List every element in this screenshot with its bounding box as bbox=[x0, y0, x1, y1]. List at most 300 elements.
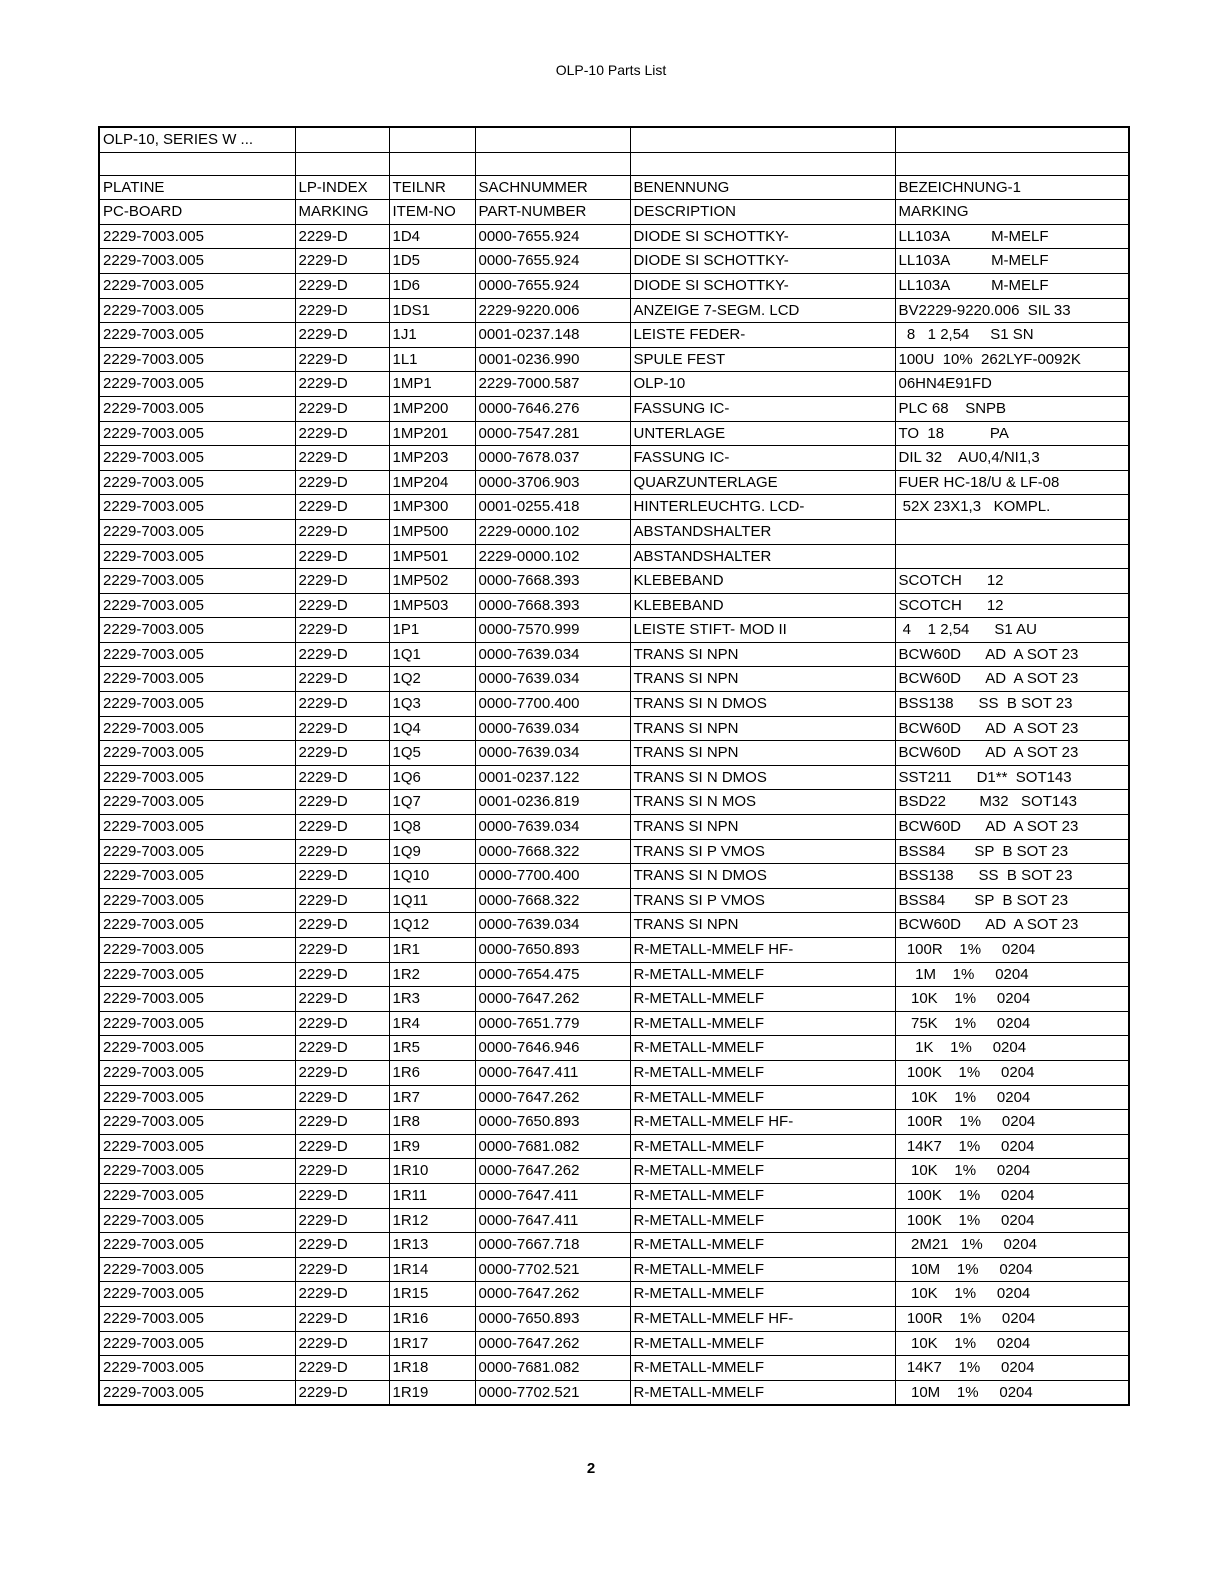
table-cell: 75K 1% 0204 bbox=[895, 1011, 1129, 1036]
table-cell: 0000-7702.521 bbox=[475, 1380, 630, 1405]
table-cell: 2229-7003.005 bbox=[99, 1134, 295, 1159]
table-cell: R-METALL-MMELF bbox=[630, 1085, 895, 1110]
table-cell: 0001-0236.819 bbox=[475, 790, 630, 815]
table-cell: FASSUNG IC- bbox=[630, 446, 895, 471]
table-cell: 0000-7700.400 bbox=[475, 864, 630, 889]
table-cell: 2229-7003.005 bbox=[99, 1233, 295, 1258]
table-cell: DIODE SI SCHOTTKY- bbox=[630, 224, 895, 249]
table-cell: 1R17 bbox=[389, 1331, 475, 1356]
table-cell: R-METALL-MMELF bbox=[630, 1233, 895, 1258]
table-cell: 10M 1% 0204 bbox=[895, 1380, 1129, 1405]
table-cell: 1R15 bbox=[389, 1282, 475, 1307]
table-row bbox=[99, 1060, 1129, 1085]
table-cell: 2229-7003.005 bbox=[99, 741, 295, 766]
table-cell: 0000-7647.262 bbox=[475, 1331, 630, 1356]
header-cell: TEILNR bbox=[389, 175, 475, 200]
table-cell: 1R1 bbox=[389, 938, 475, 963]
table-cell: R-METALL-MMELF bbox=[630, 1282, 895, 1307]
table-row bbox=[99, 1380, 1129, 1405]
table-cell: 1R10 bbox=[389, 1159, 475, 1184]
table-cell: 1P1 bbox=[389, 618, 475, 643]
table-cell bbox=[895, 544, 1129, 569]
table-row bbox=[99, 815, 1129, 840]
table-cell: 2229-D bbox=[295, 224, 389, 249]
table-cell: 10K 1% 0204 bbox=[895, 1331, 1129, 1356]
table-cell: SPULE FEST bbox=[630, 347, 895, 372]
table-cell: BCW60D AD A SOT 23 bbox=[895, 642, 1129, 667]
table-cell: HINTERLEUCHTG. LCD- bbox=[630, 495, 895, 520]
table-cell: R-METALL-MMELF bbox=[630, 1011, 895, 1036]
table-cell: 2229-D bbox=[295, 938, 389, 963]
table-cell: 1D5 bbox=[389, 249, 475, 274]
table-cell: R-METALL-MMELF HF- bbox=[630, 1110, 895, 1135]
table-cell: 2229-7003.005 bbox=[99, 273, 295, 298]
table-cell: 2229-7003.005 bbox=[99, 544, 295, 569]
table-cell: SST211 D1** SOT143 bbox=[895, 765, 1129, 790]
table-cell: 10K 1% 0204 bbox=[895, 1085, 1129, 1110]
table-row bbox=[99, 913, 1129, 938]
header-cell: SACHNUMMER bbox=[475, 175, 630, 200]
table-cell: 1MP200 bbox=[389, 396, 475, 421]
table-cell: ANZEIGE 7-SEGM. LCD bbox=[630, 298, 895, 323]
table-row bbox=[99, 962, 1129, 987]
header-cell: ITEM-NO bbox=[389, 200, 475, 225]
table-cell: 06HN4E91FD bbox=[895, 372, 1129, 397]
page-number: 2 bbox=[586, 1460, 596, 1477]
table-cell: 0000-7667.718 bbox=[475, 1233, 630, 1258]
table-cell: BCW60D AD A SOT 23 bbox=[895, 913, 1129, 938]
table-cell: 0000-7570.999 bbox=[475, 618, 630, 643]
table-cell: 14K7 1% 0204 bbox=[895, 1134, 1129, 1159]
table-cell: 0000-3706.903 bbox=[475, 470, 630, 495]
table-cell: R-METALL-MMELF bbox=[630, 1356, 895, 1381]
table-cell: 10M 1% 0204 bbox=[895, 1257, 1129, 1282]
table-cell: R-METALL-MMELF HF- bbox=[630, 938, 895, 963]
table-row bbox=[99, 470, 1129, 495]
table-cell: 0000-7647.262 bbox=[475, 1282, 630, 1307]
table-cell: SCOTCH 12 bbox=[895, 569, 1129, 594]
table-row bbox=[99, 741, 1129, 766]
table-cell: 10K 1% 0204 bbox=[895, 1159, 1129, 1184]
table-row bbox=[99, 1159, 1129, 1184]
table-cell: 0000-7647.411 bbox=[475, 1183, 630, 1208]
table-cell: OLP-10 bbox=[630, 372, 895, 397]
table-cell: 2229-D bbox=[295, 987, 389, 1012]
table-cell: 1R7 bbox=[389, 1085, 475, 1110]
table-row bbox=[99, 716, 1129, 741]
table-cell: 2229-D bbox=[295, 790, 389, 815]
table-cell: 2229-D bbox=[295, 1036, 389, 1061]
table-cell: 2229-7003.005 bbox=[99, 1060, 295, 1085]
table-cell: 0000-7655.924 bbox=[475, 224, 630, 249]
table-row bbox=[99, 1085, 1129, 1110]
table-cell: 2229-7003.005 bbox=[99, 470, 295, 495]
table-cell: 2229-D bbox=[295, 1306, 389, 1331]
table-cell: 2229-D bbox=[295, 1159, 389, 1184]
table-cell: TRANS SI P VMOS bbox=[630, 839, 895, 864]
table-cell: TRANS SI N DMOS bbox=[630, 765, 895, 790]
table-cell: 0000-7650.893 bbox=[475, 1306, 630, 1331]
table-cell: 2229-0000.102 bbox=[475, 519, 630, 544]
table-cell: 1Q4 bbox=[389, 716, 475, 741]
table-cell: 2229-7003.005 bbox=[99, 298, 295, 323]
table-cell: 100R 1% 0204 bbox=[895, 1110, 1129, 1135]
table-cell: 2229-7003.005 bbox=[99, 1110, 295, 1135]
table-cell: 2229-D bbox=[295, 1257, 389, 1282]
series-label: OLP-10, SERIES W ... bbox=[99, 127, 295, 152]
table-cell: 0001-0237.148 bbox=[475, 323, 630, 348]
table-row bbox=[99, 938, 1129, 963]
table-cell: SCOTCH 12 bbox=[895, 593, 1129, 618]
header-cell: PC-BOARD bbox=[99, 200, 295, 225]
table-cell: 2229-9220.006 bbox=[475, 298, 630, 323]
table-cell: 2229-D bbox=[295, 446, 389, 471]
table-cell: 2229-D bbox=[295, 593, 389, 618]
table-cell: 2229-D bbox=[295, 1356, 389, 1381]
table-cell: 1R16 bbox=[389, 1306, 475, 1331]
table-cell: R-METALL-MMELF bbox=[630, 1257, 895, 1282]
table-cell: 2229-D bbox=[295, 1282, 389, 1307]
table-cell: 100K 1% 0204 bbox=[895, 1060, 1129, 1085]
table-cell: 1R5 bbox=[389, 1036, 475, 1061]
table-cell: TO 18 PA bbox=[895, 421, 1129, 446]
table-cell: 0000-7681.082 bbox=[475, 1356, 630, 1381]
table-cell: 1R4 bbox=[389, 1011, 475, 1036]
table-row bbox=[99, 347, 1129, 372]
table-row bbox=[99, 667, 1129, 692]
table-cell: 2229-7003.005 bbox=[99, 864, 295, 889]
table-row bbox=[99, 864, 1129, 889]
table-cell: 2229-D bbox=[295, 815, 389, 840]
table-cell: 2229-7003.005 bbox=[99, 1306, 295, 1331]
table-row bbox=[99, 888, 1129, 913]
table-cell: 2229-D bbox=[295, 347, 389, 372]
header-cell: BEZEICHNUNG-1 bbox=[895, 175, 1129, 200]
table-cell: 2229-D bbox=[295, 1208, 389, 1233]
table-cell: 2229-D bbox=[295, 298, 389, 323]
table-cell: FASSUNG IC- bbox=[630, 396, 895, 421]
table-cell: 1Q8 bbox=[389, 815, 475, 840]
table-cell: 2229-D bbox=[295, 1233, 389, 1258]
table-cell: 2229-7003.005 bbox=[99, 396, 295, 421]
table-cell: 0000-7668.322 bbox=[475, 888, 630, 913]
table-cell: 1MP1 bbox=[389, 372, 475, 397]
header-cell: BENENNUNG bbox=[630, 175, 895, 200]
table-cell: 2229-7003.005 bbox=[99, 569, 295, 594]
table-cell: 0001-0236.990 bbox=[475, 347, 630, 372]
table-cell: R-METALL-MMELF bbox=[630, 1159, 895, 1184]
table-row bbox=[99, 298, 1129, 323]
table-cell: R-METALL-MMELF bbox=[630, 987, 895, 1012]
table-cell: 2229-D bbox=[295, 1060, 389, 1085]
table-cell: 2229-7003.005 bbox=[99, 1085, 295, 1110]
table-cell: 1Q7 bbox=[389, 790, 475, 815]
table-cell: 1MP503 bbox=[389, 593, 475, 618]
table-cell: 2229-D bbox=[295, 913, 389, 938]
table-cell: 2229-7003.005 bbox=[99, 1208, 295, 1233]
table-cell: 2229-D bbox=[295, 544, 389, 569]
table-cell: 2229-7003.005 bbox=[99, 618, 295, 643]
table-cell: 0000-7650.893 bbox=[475, 1110, 630, 1135]
table-cell bbox=[895, 519, 1129, 544]
table-cell: TRANS SI NPN bbox=[630, 642, 895, 667]
table-row bbox=[99, 1036, 1129, 1061]
table-cell: 0000-7650.893 bbox=[475, 938, 630, 963]
table-row bbox=[99, 323, 1129, 348]
table-cell: TRANS SI NPN bbox=[630, 913, 895, 938]
table-cell: 2229-D bbox=[295, 519, 389, 544]
table-row bbox=[99, 1257, 1129, 1282]
header-cell: LP-INDEX bbox=[295, 175, 389, 200]
table-cell: 2229-D bbox=[295, 692, 389, 717]
table-cell: BSS84 SP B SOT 23 bbox=[895, 888, 1129, 913]
table-cell: 2229-D bbox=[295, 1011, 389, 1036]
table-cell: 1MP500 bbox=[389, 519, 475, 544]
table-cell: 1R14 bbox=[389, 1257, 475, 1282]
table-row bbox=[99, 593, 1129, 618]
table-cell: 2229-7003.005 bbox=[99, 1282, 295, 1307]
table-cell: 0000-7668.393 bbox=[475, 569, 630, 594]
table-cell: 2229-D bbox=[295, 962, 389, 987]
table-cell: 4 1 2,54 S1 AU bbox=[895, 618, 1129, 643]
table-row bbox=[99, 1356, 1129, 1381]
table-cell: UNTERLAGE bbox=[630, 421, 895, 446]
table-row bbox=[99, 1331, 1129, 1356]
table-cell: 0000-7646.946 bbox=[475, 1036, 630, 1061]
table-cell: TRANS SI N DMOS bbox=[630, 692, 895, 717]
table-cell: 2M21 1% 0204 bbox=[895, 1233, 1129, 1258]
table-row bbox=[99, 224, 1129, 249]
table-cell: 2229-7003.005 bbox=[99, 1380, 295, 1405]
table-cell: R-METALL-MMELF bbox=[630, 1036, 895, 1061]
table-row bbox=[99, 1134, 1129, 1159]
table-cell: 1Q1 bbox=[389, 642, 475, 667]
table-cell: 100K 1% 0204 bbox=[895, 1183, 1129, 1208]
table-cell: 2229-7003.005 bbox=[99, 1159, 295, 1184]
table-cell: 1L1 bbox=[389, 347, 475, 372]
table-cell: 2229-D bbox=[295, 372, 389, 397]
table-row bbox=[99, 1208, 1129, 1233]
table-cell: TRANS SI P VMOS bbox=[630, 888, 895, 913]
table-cell: 1M 1% 0204 bbox=[895, 962, 1129, 987]
table-cell: 1K 1% 0204 bbox=[895, 1036, 1129, 1061]
table-cell: 14K7 1% 0204 bbox=[895, 1356, 1129, 1381]
table-cell: 2229-D bbox=[295, 1085, 389, 1110]
table-cell: 100U 10% 262LYF-0092K bbox=[895, 347, 1129, 372]
table-row bbox=[99, 249, 1129, 274]
table-cell: 0000-7647.262 bbox=[475, 1085, 630, 1110]
parts-table bbox=[98, 126, 1130, 1406]
table-cell: 0000-7654.475 bbox=[475, 962, 630, 987]
table-cell: 2229-7003.005 bbox=[99, 692, 295, 717]
table-cell: LEISTE STIFT- MOD II bbox=[630, 618, 895, 643]
table-cell: 1Q9 bbox=[389, 839, 475, 864]
table-cell: LEISTE FEDER- bbox=[630, 323, 895, 348]
table-cell: 2229-7003.005 bbox=[99, 495, 295, 520]
table-cell: LL103A M-MELF bbox=[895, 224, 1129, 249]
table-cell: BCW60D AD A SOT 23 bbox=[895, 667, 1129, 692]
table-cell: 2229-D bbox=[295, 864, 389, 889]
table-cell: LL103A M-MELF bbox=[895, 249, 1129, 274]
header-cell: PLATINE bbox=[99, 175, 295, 200]
table-cell: 1J1 bbox=[389, 323, 475, 348]
table-cell: TRANS SI NPN bbox=[630, 741, 895, 766]
table-cell: R-METALL-MMELF HF- bbox=[630, 1306, 895, 1331]
table-cell: ABSTANDSHALTER bbox=[630, 544, 895, 569]
table-cell: 2229-7003.005 bbox=[99, 888, 295, 913]
table-row bbox=[99, 1282, 1129, 1307]
table-cell: 2229-D bbox=[295, 716, 389, 741]
table-row bbox=[99, 544, 1129, 569]
table-cell: 1Q11 bbox=[389, 888, 475, 913]
table-cell: 2229-7003.005 bbox=[99, 839, 295, 864]
table-row bbox=[99, 1183, 1129, 1208]
page-title: OLP-10 Parts List bbox=[555, 62, 667, 78]
table-cell: 1Q5 bbox=[389, 741, 475, 766]
table-cell: 2229-D bbox=[295, 618, 389, 643]
table-cell: BCW60D AD A SOT 23 bbox=[895, 815, 1129, 840]
table-cell: 8 1 2,54 S1 SN bbox=[895, 323, 1129, 348]
table-cell: 2229-D bbox=[295, 642, 389, 667]
table-cell: 2229-D bbox=[295, 249, 389, 274]
table-cell: 2229-7003.005 bbox=[99, 1257, 295, 1282]
table-cell: 2229-7003.005 bbox=[99, 667, 295, 692]
table-row bbox=[99, 519, 1129, 544]
table-cell: R-METALL-MMELF bbox=[630, 1134, 895, 1159]
table-row bbox=[99, 1306, 1129, 1331]
table-cell: 2229-7003.005 bbox=[99, 962, 295, 987]
table-cell: 2229-7003.005 bbox=[99, 765, 295, 790]
table-cell: 1R3 bbox=[389, 987, 475, 1012]
table-cell: BV2229-9220.006 SIL 33 bbox=[895, 298, 1129, 323]
header-row-en bbox=[99, 200, 1129, 225]
table-cell: 0000-7668.393 bbox=[475, 593, 630, 618]
table-row bbox=[99, 446, 1129, 471]
table-row bbox=[99, 1011, 1129, 1036]
table-row bbox=[99, 642, 1129, 667]
table-cell: 2229-D bbox=[295, 667, 389, 692]
header-cell: DESCRIPTION bbox=[630, 200, 895, 225]
table-cell: 0000-7647.262 bbox=[475, 1159, 630, 1184]
table-cell: 2229-D bbox=[295, 839, 389, 864]
table-cell: 1Q2 bbox=[389, 667, 475, 692]
table-row bbox=[99, 1110, 1129, 1135]
table-cell: 1DS1 bbox=[389, 298, 475, 323]
table-cell: 2229-7003.005 bbox=[99, 1011, 295, 1036]
table-row bbox=[99, 396, 1129, 421]
table-cell: 2229-7003.005 bbox=[99, 224, 295, 249]
table-row bbox=[99, 421, 1129, 446]
table-cell: 10K 1% 0204 bbox=[895, 987, 1129, 1012]
table-cell: 1R11 bbox=[389, 1183, 475, 1208]
table-cell: 0000-7651.779 bbox=[475, 1011, 630, 1036]
table-cell: 2229-D bbox=[295, 888, 389, 913]
table-cell: 0000-7678.037 bbox=[475, 446, 630, 471]
table-cell: 1MP203 bbox=[389, 446, 475, 471]
header-cell: MARKING bbox=[895, 200, 1129, 225]
table-cell: ABSTANDSHALTER bbox=[630, 519, 895, 544]
table-cell: 0000-7647.262 bbox=[475, 987, 630, 1012]
table-cell: 2229-7003.005 bbox=[99, 1331, 295, 1356]
table-cell: 2229-D bbox=[295, 1134, 389, 1159]
table-cell: PLC 68 SNPB bbox=[895, 396, 1129, 421]
table-cell: 2229-7003.005 bbox=[99, 815, 295, 840]
table-cell: TRANS SI N MOS bbox=[630, 790, 895, 815]
table-cell: 100R 1% 0204 bbox=[895, 938, 1129, 963]
table-cell: 0000-7639.034 bbox=[475, 667, 630, 692]
table-cell: 0000-7547.281 bbox=[475, 421, 630, 446]
table-cell: 1Q6 bbox=[389, 765, 475, 790]
table-cell: 1R9 bbox=[389, 1134, 475, 1159]
table-cell: 2229-D bbox=[295, 396, 389, 421]
table-cell: BSS84 SP B SOT 23 bbox=[895, 839, 1129, 864]
table-cell: 0000-7655.924 bbox=[475, 249, 630, 274]
table-cell: BSS138 SS B SOT 23 bbox=[895, 692, 1129, 717]
table-cell: 2229-7000.587 bbox=[475, 372, 630, 397]
table-cell: 2229-7003.005 bbox=[99, 1183, 295, 1208]
table-cell: 1MP201 bbox=[389, 421, 475, 446]
table-row bbox=[99, 692, 1129, 717]
table-cell: 2229-7003.005 bbox=[99, 987, 295, 1012]
table-cell: 1R19 bbox=[389, 1380, 475, 1405]
table-cell: 2229-7003.005 bbox=[99, 519, 295, 544]
table-cell: 52X 23X1,3 KOMPL. bbox=[895, 495, 1129, 520]
table-cell: 2229-7003.005 bbox=[99, 1356, 295, 1381]
table-cell: 0000-7681.082 bbox=[475, 1134, 630, 1159]
table-cell: BSS138 SS B SOT 23 bbox=[895, 864, 1129, 889]
table-cell: 2229-D bbox=[295, 569, 389, 594]
table-cell: QUARZUNTERLAGE bbox=[630, 470, 895, 495]
table-cell: 1Q12 bbox=[389, 913, 475, 938]
table-cell: R-METALL-MMELF bbox=[630, 1380, 895, 1405]
table-cell: R-METALL-MMELF bbox=[630, 1060, 895, 1085]
table-cell: 2229-7003.005 bbox=[99, 790, 295, 815]
table-cell: 100R 1% 0204 bbox=[895, 1306, 1129, 1331]
header-row-de bbox=[99, 175, 1129, 200]
table-cell: 2229-D bbox=[295, 1380, 389, 1405]
table-cell: 1MP501 bbox=[389, 544, 475, 569]
table-cell: 2229-7003.005 bbox=[99, 938, 295, 963]
header-cell: PART-NUMBER bbox=[475, 200, 630, 225]
table-cell: 2229-7003.005 bbox=[99, 913, 295, 938]
table-cell: 2229-7003.005 bbox=[99, 1036, 295, 1061]
table-cell: 1D6 bbox=[389, 273, 475, 298]
table-cell: 0000-7647.411 bbox=[475, 1060, 630, 1085]
table-cell: 2229-D bbox=[295, 765, 389, 790]
table-cell: 1R2 bbox=[389, 962, 475, 987]
table-cell: 2229-D bbox=[295, 495, 389, 520]
table-cell: 0000-7639.034 bbox=[475, 913, 630, 938]
table-cell: 1R18 bbox=[389, 1356, 475, 1381]
table-cell: 1R12 bbox=[389, 1208, 475, 1233]
table-row bbox=[99, 839, 1129, 864]
table-cell: 0001-0237.122 bbox=[475, 765, 630, 790]
table-cell: 2229-D bbox=[295, 421, 389, 446]
table-cell: 2229-7003.005 bbox=[99, 716, 295, 741]
table-row bbox=[99, 987, 1129, 1012]
table-cell: 2229-D bbox=[295, 1183, 389, 1208]
table-cell: 2229-D bbox=[295, 1331, 389, 1356]
table-cell: R-METALL-MMELF bbox=[630, 1331, 895, 1356]
table-row bbox=[99, 273, 1129, 298]
table-cell: 2229-7003.005 bbox=[99, 642, 295, 667]
table-cell: 1D4 bbox=[389, 224, 475, 249]
table-cell: LL103A M-MELF bbox=[895, 273, 1129, 298]
table-cell: 100K 1% 0204 bbox=[895, 1208, 1129, 1233]
series-row bbox=[99, 127, 1129, 152]
table-cell: TRANS SI NPN bbox=[630, 716, 895, 741]
table-cell: 2229-D bbox=[295, 470, 389, 495]
